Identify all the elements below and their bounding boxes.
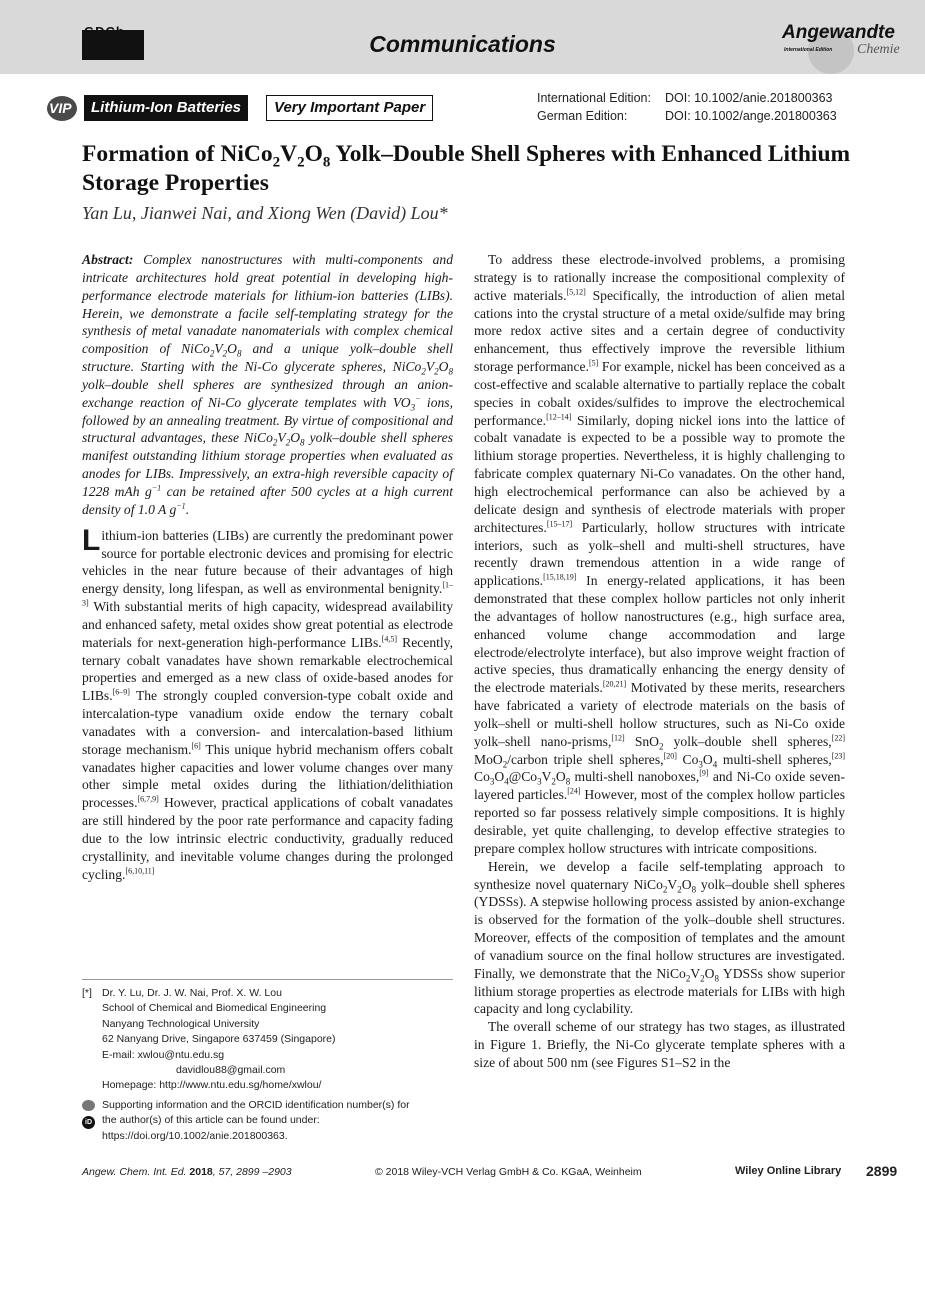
footnote-divider <box>82 979 453 980</box>
section-title: Communications <box>369 31 556 57</box>
copyright: © 2018 Wiley-VCH Verlag GmbH & Co. KGaA, Weinheim <box>375 1166 642 1178</box>
body-paragraph: To address these electrode-involved problems, a promising strategy is to rationally increase the compositional complexity of active materials.[5,12] Specifically, the introduction of alien metal cations into the crystal structure of a metal oxide/sulfide may bring more redox active sites and a certain degree of conductivity enhancement, thus effectively improve the reversible lithium storage performance.[5] For example, nickel has been conceived as a cost-effective and scalable alternative to partially replace the cobalt species in cobalt oxides/sulfides to improve the electrochemical performance.[12–14] Similarly, doping nickel ions into the lattice of cobalt vanadate is expected to be a possible way to promote the lithium storage properties. Nevertheless, it is highly challenging to fabricate complex quaternary Ni-Co vanadates. On the other hand, high electrochemical performance can also be achieved by a delicate design and synthesis of electrode materials with proper architectures.[15–17] Particularly, hollow structures with intricate interiors, such as yolk–shell and multi-shell structures, have recently drawn tremendous attention in a wide range of applications.[15,18,19] In energy-related applications, it has been demonstrated that these complex hollow particles not only inherit the advantages of hollow nanostructures (e.g., high surface area, enhanced volume change accommodation and large electrode/electrolyte interface), but also improve weight fraction of active species, thus dramatically enhancing the energy density of the electrode materials.[20,21] Motivated by these merits, researchers have fabricated a variety of electrode materials on the basis of yolk–shell or multi-shell hollow structures, such as Ni-Co oxide yolk–shell nano-prisms,[12] SnO$_2$ yolk–double shell spheres,[22] MoO$_2$/carbon triple shell spheres,[20] $Co_3O_4$ multi-shell spheres,[23] $Co_3O_4@Co_3V_2O_8$ multi-shell nanoboxes,[9] and Ni-Co oxide seven-layered particles.[24] However, most of the complex hollow particles reported so far possess relatively simple compositions. It is highly desirable, yet quite challenging, to develop effective strategies to prepare complex hollow structures with intricate compositions. <box>474 252 845 856</box>
citation-footer: Angew. Chem. Int. Ed. 2018, 57, 2899 –2903 <box>82 1166 292 1178</box>
society-logo: GDCh <box>82 30 144 60</box>
article-title: Formation of $NiCo_2V_2O_8$ Yolk–Double Shell Spheres with Enhanced Lithium Storage Properties <box>82 141 851 196</box>
doi-german[interactable]: German Edition: DOI: 10.1002/ange.201800363 <box>537 109 837 123</box>
supporting-info: iD Supporting information and the ORCID identification number(s) for the author(s) of this article can be found under: https://doi.org/10.1002/anie.201800363. <box>82 1098 462 1144</box>
left-column <box>82 251 453 884</box>
paper-type-tag: Very Important Paper <box>266 95 433 121</box>
journal-header <box>0 0 925 74</box>
body-paragraph: The overall scheme of our strategy has two stages, as illustrated in Figure 1. Briefly, the Ni-Co glycerate template spheres with a size of about 500 nm (see Figures S1–S2 in the <box>474 1019 845 1070</box>
orcid-icon: iD <box>82 1116 95 1129</box>
author-list: Yan Lu, Jianwei Nai, and Xiong Wen (David) Lou* <box>82 203 448 223</box>
journal-logo-edition: International Edition <box>784 47 833 53</box>
vip-badge: VIP <box>47 96 77 121</box>
doi-international[interactable]: International Edition: DOI: 10.1002/anie.201800363 <box>537 91 833 105</box>
abstract: Abstract: Complex nanostructures with multi-components and intricate architectures hold great potential in developing high-performance electrode materials for lithium-ion batteries (LIBs). Herein, we demonstrate a facile self-templating strategy for the synthesis of metal vanadate nanomaterials with complex chemical composition of $NiCo_2V_2O_8$ and a unique yolk–double shell structure. Starting with the Ni-Co glycerate spheres, $NiCo_2V_2O_8$ yolk–double shell spheres are synthesized through an anion-exchange reaction of Ni-Co glycerate templates with $VO_3^-$ ions, followed by an annealing treatment. By virtue of compositional and structural advantages, these $NiCo_2V_2O_8$ yolk–double shell spheres manifest outstanding lithium storage properties when evaluated as anodes for LIBs. Impressively, an extra-high reversible capacity of 1228 mAh $g^{-1}$ can be retained after 500 cycles at a high current density of 1.0 A $g^{-1}$. <box>82 252 454 517</box>
right-column <box>474 251 845 1072</box>
journal-logo-angewandte: Angewandte <box>782 22 895 43</box>
email-link[interactable]: E-mail: xwlou@ntu.edu.sg <box>102 1048 225 1061</box>
intro-paragraph: Lithium-ion batteries (LIBs) are currently the predominant power source for portable electronic devices and promising for electric vehicles in the near future because of their advantages of high energy density, long lifespan, as well as environmental benignity.[1–3] With substantial merits of high capacity, widespread availability and enhanced safety, metal oxides show great potential as electrode materials for next-generation high-performance LIBs.[4,5] Recently, ternary cobalt vanadates have shown remarkable electrochemical properties and emerged as a new class of oxide-based anodes for LIBs.[6–9] The strongly coupled conversion-type cobalt oxide and intercalation-type vanadium oxide endow the ternary cobalt vanadates with a conversion- and intercalation-based lithium storage mechanism.[6] This unique hybrid mechanism offers cobalt vanadates higher capacities and lower volume changes over many other simple metal oxides during the lithiation/delithiation processes.[6,7,9] However, practical applications of cobalt vanadates are still hindered by the poor rate performance and capacity fading due to the low intrinsic electric conductivity, gradually reduced crystallinity, and inevitable volume changes during the prolonged cycling.[6,10,11] <box>82 523 453 882</box>
body-paragraph: Herein, we develop a facile self-templating approach to synthesize novel quaternary $NiCo_2V_2O_8$ yolk–double shell spheres (YDSSs). A stepwise hollowing process assisted by anion-exchange is observed for the formation of the yolk–double shell structures. Moreover, effects of the composition of templates and the amount of vanadium source on the final hollow structures are investigated. Finally, we demonstrate that the $NiCo_2V_2O_8$ YDSSs show superior lithium storage properties as electrode materials for LIBs with high capacity and long cyclability. <box>474 858 846 1017</box>
journal-logo-chemie: Chemie <box>857 42 900 57</box>
supporting-doi-link[interactable]: https://doi.org/10.1002/anie.201800363. <box>102 1129 288 1142</box>
supporting-info-icon <box>82 1100 95 1111</box>
wiley-online-library-link[interactable]: Wiley Online Library <box>735 1165 842 1177</box>
homepage-link[interactable]: Homepage: http://www.ntu.edu.sg/home/xwlou/ <box>102 1079 322 1092</box>
category-tag: Lithium-Ion Batteries <box>84 95 248 121</box>
email-link-2[interactable]: davidlou88@gmail.com <box>176 1064 286 1077</box>
page-number: 2899 <box>866 1163 898 1179</box>
author-affiliation: [*] Dr. Y. Lu, Dr. J. W. Nai, Prof. X. W. Lou School of Chemical and Biomedical Engineering Nanyang Technological University 62 Nanyang Drive, Singapore 637459 (Singapore) E-mail: xwlou@ntu.edu.sg davidlou88@gmail.com Homepage: http://www.ntu.edu.sg/home/xwlou/ <box>82 986 462 1094</box>
